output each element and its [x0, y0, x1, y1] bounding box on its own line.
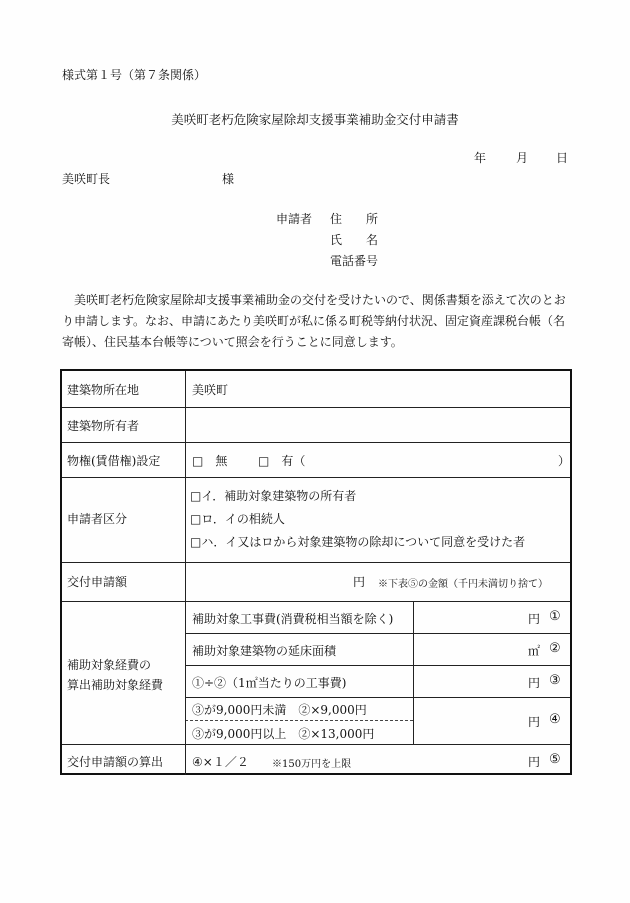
rights-label: 物権(賃借権)設定: [67, 454, 161, 468]
amount-unit: 円: [353, 575, 366, 589]
category-option-owner[interactable]: □イ．補助対象建築物の所有者: [190, 489, 357, 503]
category-label: 申請者区分: [67, 512, 128, 526]
date-month: 月: [516, 151, 529, 165]
calc-label: 交付申請額の算出: [67, 755, 164, 769]
date-day: 日: [556, 151, 569, 165]
form-number: 様式第１号（第７条関係）: [62, 68, 207, 82]
calc-note: ※150万円を上限: [272, 759, 352, 770]
honorific: 様: [222, 172, 235, 186]
application-table: [60, 369, 572, 775]
date-year: 年: [474, 151, 487, 165]
expense-row-subsidy-unit: 円: [528, 715, 541, 729]
location-value[interactable]: 美咲町: [192, 383, 229, 397]
addressee: 美咲町長: [62, 172, 111, 186]
page-title: 美咲町老朽危険家屋除却支援事業補助金交付申請書: [171, 112, 459, 127]
expense-row-over-label: ③が9,000円以上 ②×13,000円: [192, 727, 375, 741]
rights-close-paren: ）: [558, 454, 571, 468]
expense-row-area-label: 補助対象建築物の延床面積: [192, 644, 337, 658]
amount-note: ※下表⑤の金額（千円未満切り捨て）: [378, 579, 548, 590]
expense-row-area-unit: ㎡: [528, 644, 541, 658]
application-statement: [62, 290, 574, 353]
rights-none-checkbox[interactable]: □ 無: [192, 454, 228, 468]
name-label: 氏 名: [330, 233, 379, 247]
expense-row-cost-unit: 円: [528, 612, 541, 626]
expense-row-unitcost-label: ①÷②（1㎡当たりの工事費): [192, 676, 347, 690]
category-option-consented[interactable]: □ハ．イ又はロから対象建築物の除却について同意を受けた者: [190, 535, 526, 549]
calc-mark: ⑤: [549, 752, 561, 767]
applicant-heading: 申請者: [276, 212, 313, 226]
calc-unit: 円: [528, 755, 541, 769]
statement-text: 美咲町老朽危険家屋除却支援事業補助金の交付を受けたいので、関係書類を添えて次のとおり申請します。なお、申請にあたり美咲町が私に係る町税等納付状況、固定資産課税台帳（名寄帳）、住民基本台帳等について照会を行うことに同意します。: [62, 293, 566, 349]
expense-row-unitcost-unit: 円: [528, 676, 541, 690]
expense-row-cost-label: 補助対象工事費(消費税相当額を除く): [192, 612, 394, 626]
expense-row-subsidy-mark: ④: [549, 712, 561, 727]
owner-label: 建築物所有者: [67, 419, 140, 433]
rights-yes-checkbox[interactable]: □ 有（: [258, 454, 306, 468]
amount-label: 交付申請額: [67, 575, 128, 589]
address-label: 住 所: [330, 212, 379, 226]
expense-row-unitcost-mark: ③: [549, 673, 561, 688]
expense-row-area-mark: ②: [549, 641, 561, 656]
expense-label-line2: 算出補助対象経費: [67, 678, 164, 692]
expense-row-under-label: ③が9,000円未満 ②×9,000円: [192, 703, 367, 717]
phone-label: 電話番号: [330, 254, 379, 268]
calc-formula: ④×１／２: [192, 755, 249, 769]
owner-field[interactable]: [192, 411, 562, 439]
category-option-heir[interactable]: □ロ．イの相続人: [190, 512, 285, 526]
expense-row-cost-mark: ①: [549, 609, 561, 624]
expense-label-line1: 補助対象経費の: [67, 658, 152, 672]
location-label: 建築物所在地: [67, 383, 140, 397]
